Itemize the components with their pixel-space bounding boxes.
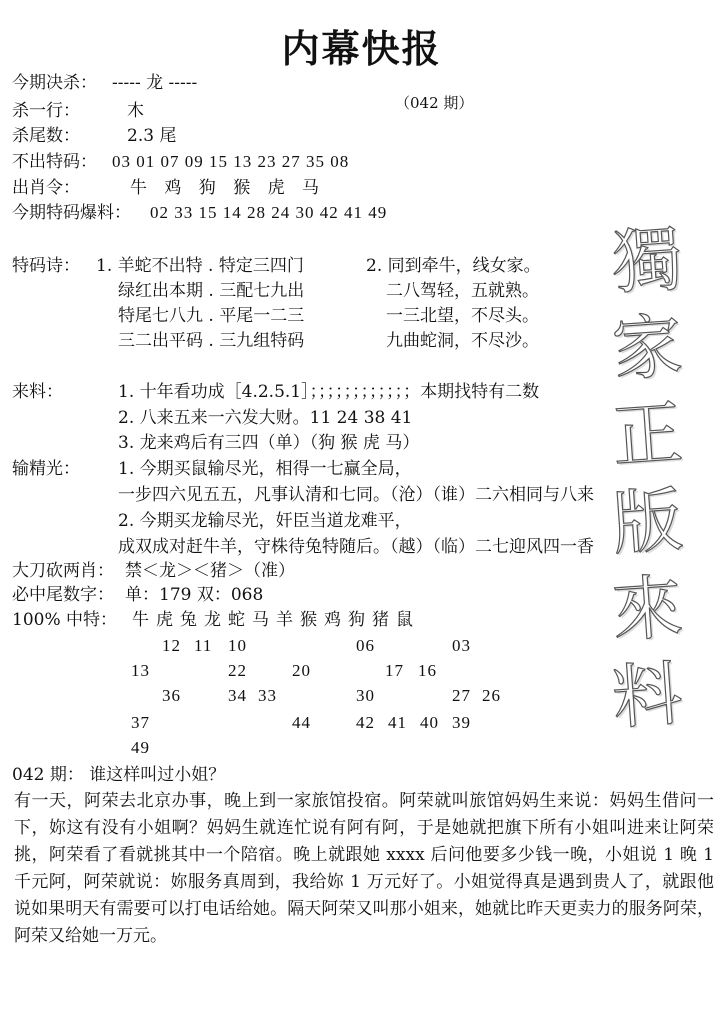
kill-tail-value: 2.3 尾	[127, 126, 177, 146]
zodiac-header-3: 兔	[180, 610, 204, 630]
poem-right-1: 2. 同到牵牛，线女家。	[366, 256, 541, 276]
dadao-value: 禁＜龙＞＜猪＞（准）	[125, 561, 295, 581]
grid-n-2-4: 17	[385, 661, 404, 680]
poem-left-2: 绿红出本期 . 三配七九出	[118, 281, 305, 301]
zodiac-header-9: 鸡	[324, 610, 348, 630]
page-title: 内幕快报	[281, 27, 442, 71]
watermark-char-6: 料	[609, 652, 686, 740]
grid-label: 100% 中特：	[12, 610, 118, 630]
grid-n-1-3: 10	[228, 636, 247, 655]
grid-n-3-1: 36	[162, 686, 181, 705]
grid-n-4-3: 42	[356, 713, 375, 732]
zodiac-header-7: 羊	[276, 610, 300, 630]
poem-right-3: 一三北望，不尽头。	[386, 306, 539, 326]
zodiac-value: 牛 鸡 狗 猴 虎 马	[130, 178, 326, 198]
grid-n-4-4: 41	[388, 713, 407, 732]
grid-n-1-1: 12	[162, 636, 181, 655]
grid-n-3-2: 34	[228, 686, 247, 705]
laili-line-1: 1. 十年看功成［4.2.5.1］；；；；；；；；；；；；本期找特有二数	[118, 382, 540, 402]
not-out-label: 不出特码：	[12, 152, 97, 172]
zodiac-header-2: 虎	[156, 610, 180, 630]
kill-today-value: ----- 龙 -----	[112, 73, 198, 93]
zodiac-header-12: 鼠	[396, 610, 420, 630]
watermark-char-4: 版	[609, 478, 686, 566]
zodiac-header-8: 猴	[300, 610, 324, 630]
grid-n-3-3: 33	[258, 686, 277, 705]
poem-left-1: 1. 羊蛇不出特 . 特定三四门	[96, 256, 304, 276]
kill-tail-label: 杀尾数：	[12, 126, 80, 146]
kill-today-label: 今期决杀：	[12, 73, 97, 93]
grid-n-2-2: 22	[228, 661, 247, 680]
zodiac-header-4: 龙	[204, 610, 228, 630]
story-heading: 042 期： 谁这样叫过小姐？	[12, 765, 226, 785]
laili-label: 来料：	[12, 382, 63, 402]
laili-line-3: 3. 龙来鸡后有三四（单）（狗 猴 虎 马）	[118, 433, 420, 453]
grid-n-4-2: 44	[292, 713, 311, 732]
special-value: 02 33 15 14 28 24 30 42 41 49	[150, 203, 388, 222]
special-label: 今期特码爆料：	[12, 203, 131, 223]
grid-n-3-4: 30	[356, 686, 375, 705]
shujing-line-3: 2. 今期买龙输尽光，奸臣当道龙难平，	[118, 511, 412, 531]
grid-n-2-1: 13	[131, 661, 150, 680]
bizhong-value: 单：179 双：068	[125, 585, 264, 605]
grid-n-2-3: 20	[292, 661, 311, 680]
grid-n-4-5: 40	[420, 713, 439, 732]
story-text: 有一天，阿荣去北京办事，晚上到一家旅馆投宿。阿荣就叫旅馆妈妈生来说：妈妈生借问一下，妳这有没有小姐啊？妈妈生就连忙说有阿有阿，于是她就把旗下所有小姐叫进来让阿荣挑，阿荣看了看就挑其中一个陪宿。晚上就跟她 xxxx 后问他要多少钱一晚，小姐说 1 晚 1 千元阿，阿荣就说：妳服务真周到，我给妳 1 万元好了。小姐觉得真是遇到贵人了，就跟他说如果明天有需要可以打电话给她。隔天阿荣又叫那小姐来，她就比昨天更卖力的服务阿荣，阿荣又给她一万元。	[14, 791, 714, 946]
grid-n-3-5: 27	[452, 686, 471, 705]
zodiac-header-5: 蛇	[228, 610, 252, 630]
grid-n-4-1: 37	[131, 713, 150, 732]
shujing-label: 输精光：	[12, 459, 80, 479]
kill-row-label: 杀一行：	[12, 101, 80, 121]
poem-right-4: 九曲蛇洞，不尽沙。	[386, 331, 539, 351]
zodiac-label: 出肖令：	[12, 178, 80, 198]
grid-n-3-6: 26	[482, 686, 501, 705]
bizhong-label: 必中尾数字：	[12, 585, 114, 605]
grid-n-2-5: 16	[418, 661, 437, 680]
shujing-line-4: 成双成对赶牛羊，守株待兔特随后。（越）（临）二七迎风四一香	[118, 537, 594, 557]
grid-n-1-4: 06	[356, 636, 375, 655]
shujing-line-1: 1. 今期买鼠输尽光，相得一七赢全局，	[118, 459, 412, 479]
zodiac-header-11: 猪	[372, 610, 396, 630]
shujing-line-2: 一步四六见五五，凡事认清和七同。（沧）（谁）二六相同与八来	[118, 485, 594, 505]
grid-n-5-1: 49	[131, 738, 150, 757]
not-out-value: 03 01 07 09 15 13 23 27 35 08	[112, 152, 350, 171]
zodiac-header-1: 牛	[132, 610, 156, 630]
issue-number: （042 期）	[395, 94, 474, 112]
laili-line-2: 2. 八来五来一六发大财。11 24 38 41	[118, 408, 413, 428]
grid-n-4-6: 39	[452, 713, 471, 732]
grid-n-1-5: 03	[452, 636, 471, 655]
watermark-char-5: 來	[609, 565, 686, 653]
zodiac-header-6: 马	[252, 610, 276, 630]
watermark-char-2: 家	[609, 304, 686, 392]
watermark-char-3: 正	[609, 391, 686, 479]
zodiac-header-10: 狗	[348, 610, 372, 630]
kill-row-value: 木	[127, 101, 144, 121]
poem-label: 特码诗：	[12, 256, 80, 276]
poem-right-2: 二八驾轻，五就熟。	[386, 281, 539, 301]
poem-left-4: 三二出平码 . 三九组特码	[118, 331, 305, 351]
dadao-label: 大刀砍两肖：	[12, 561, 114, 581]
grid-n-1-2: 11	[194, 636, 213, 655]
poem-left-3: 特尾七八九 . 平尾一二三	[118, 306, 305, 326]
zodiac-header-row	[132, 609, 420, 631]
watermark-char-1: 獨	[609, 217, 686, 305]
